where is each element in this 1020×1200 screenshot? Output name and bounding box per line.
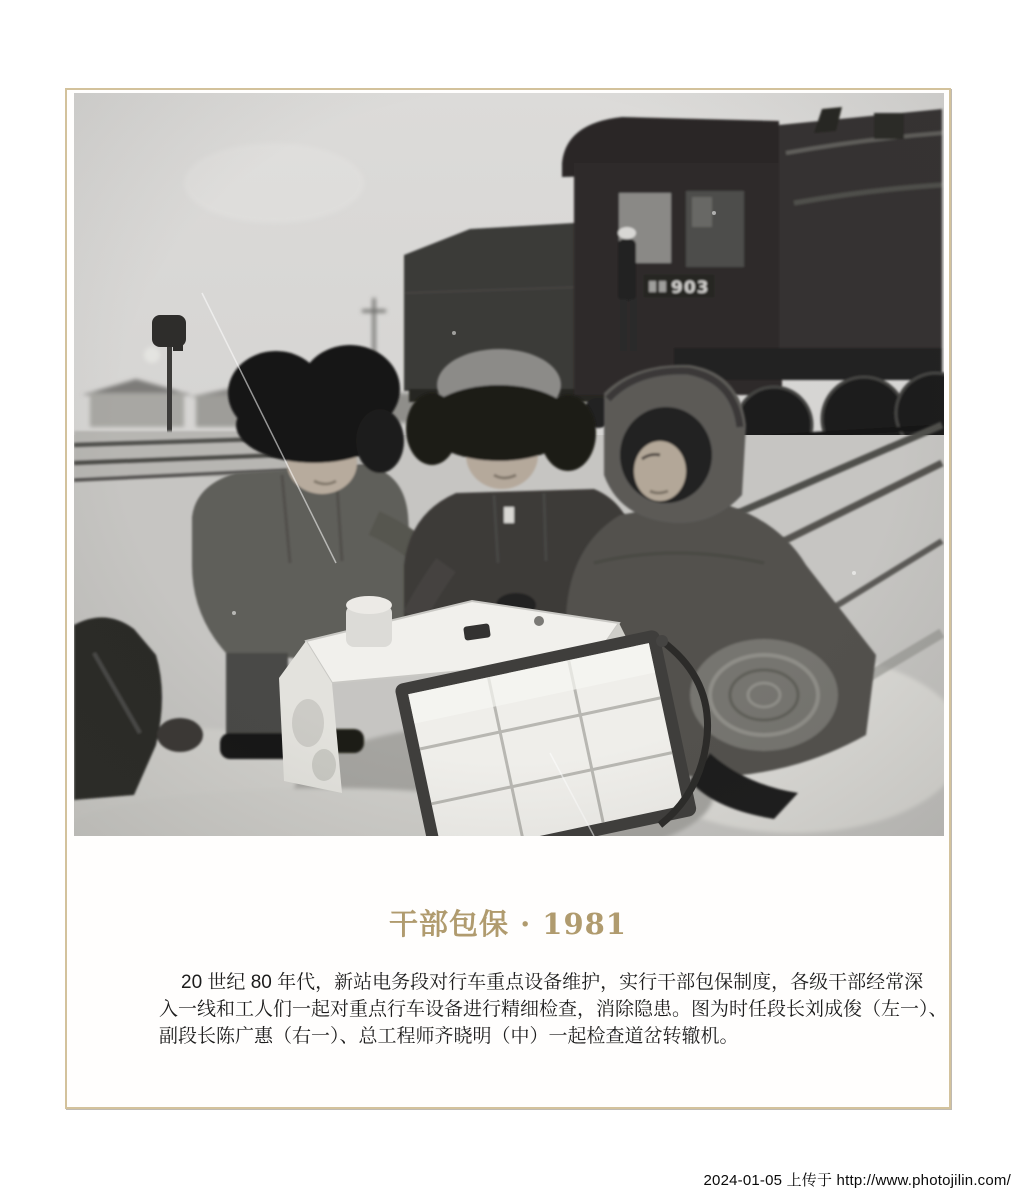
caption-line: 20 世纪 80 年代，新站电务段对行车重点设备维护，实行干部包保制度，各级干部经常深 xyxy=(181,972,924,993)
photo-caption xyxy=(159,969,948,1050)
upload-watermark: 2024-01-05 上传于 http://www.photojilin.com/ xyxy=(703,1172,1011,1189)
historical-photo xyxy=(74,93,944,836)
photo-frame xyxy=(65,88,951,1109)
vignette-overlay xyxy=(74,93,944,836)
photo-title: 干部包保 · 1981 xyxy=(388,907,627,941)
photo-illustration xyxy=(74,93,944,836)
caption-line: 副段长陈广惠（右一）、总工程师齐晓明（中）一起检查道岔转辙机。 xyxy=(159,1026,739,1047)
caption-line: 入一线和工人们一起对重点行车设备进行精细检查，消除隐患。图为时任段长刘成俊（左一）、 xyxy=(159,999,948,1020)
